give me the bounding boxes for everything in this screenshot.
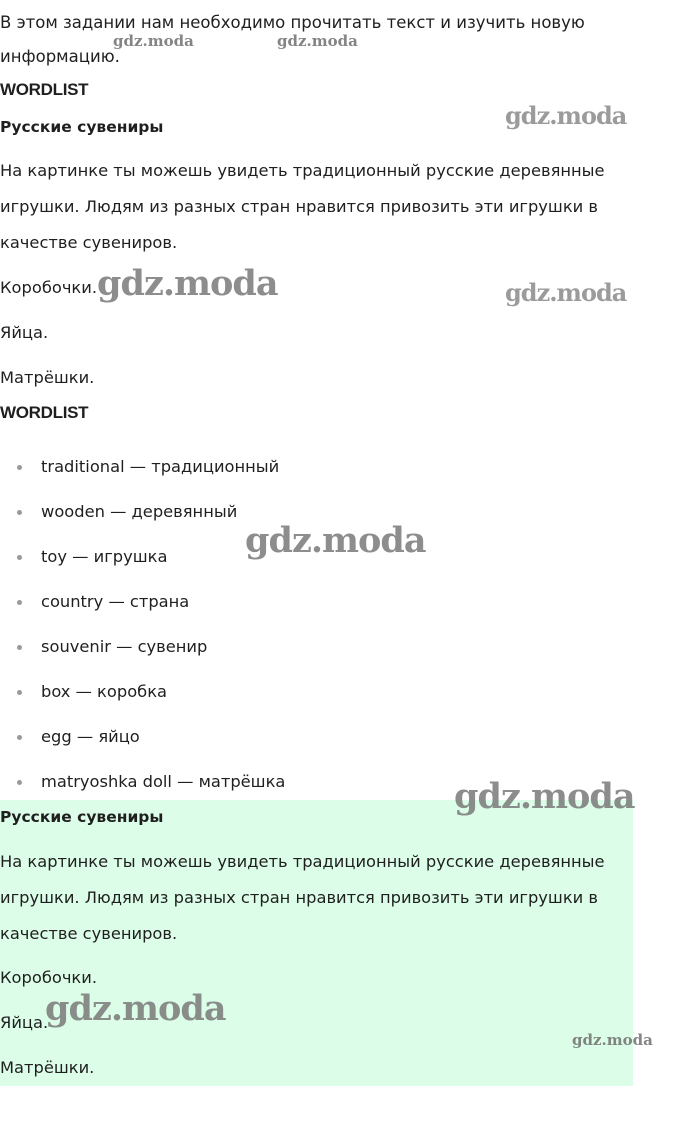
list-item — [0, 455, 400, 500]
list-item-text: wooden — деревянный — [41, 502, 238, 521]
watermark: gdz.moda — [113, 32, 194, 50]
list-item-text: box — коробка — [41, 682, 168, 701]
list-item — [0, 725, 400, 770]
translation-line-dolls: Матрёшки. — [0, 1058, 95, 1077]
watermark: gdz.moda — [572, 1031, 653, 1049]
intro-text: В этом задании нам необходимо прочитать текст и изучить новую информацию. — [0, 13, 585, 66]
translation-line-boxes: Коробочки. — [0, 968, 98, 987]
watermark: gdz.moda — [97, 263, 278, 304]
watermark: gdz.moda — [277, 32, 358, 50]
translation-line-eggs: Яйца. — [0, 1013, 49, 1032]
line-boxes: Коробочки. — [0, 278, 98, 297]
watermark: gdz.moda — [45, 988, 226, 1029]
watermark: gdz.moda — [454, 776, 635, 817]
bullet-icon — [17, 555, 22, 560]
section-paragraph: На картинке ты можешь увидеть традиционный русские деревянные игрушки. Людям из разных стран нравится привозить эти игрушки в качестве сувениров. — [0, 161, 605, 252]
translation-box — [0, 800, 633, 1086]
bullet-icon — [17, 465, 22, 470]
section-title: Русские сувениры — [0, 118, 164, 136]
translation-title: Русские сувениры — [0, 808, 164, 826]
list-item-text: country — страна — [41, 592, 190, 611]
list-item-text: egg — яйцо — [41, 727, 140, 746]
watermark: gdz.moda — [245, 520, 426, 561]
watermark: gdz.moda — [505, 101, 627, 130]
line-eggs: Яйца. — [0, 323, 49, 342]
list-item-text: traditional — традиционный — [41, 457, 280, 476]
wordlist-heading: WORDLIST — [0, 403, 89, 422]
list-item-text: souvenir — сувенир — [41, 637, 208, 656]
bullet-icon — [17, 600, 22, 605]
bullet-icon — [17, 645, 22, 650]
line-dolls: Матрёшки. — [0, 368, 95, 387]
bullet-icon — [17, 735, 22, 740]
wordlist-heading-top: WORDLIST — [0, 80, 89, 99]
list-item-text: matryoshka doll — матрёшка — [41, 772, 286, 791]
bullet-icon — [17, 690, 22, 695]
wordlist — [0, 455, 400, 815]
translation-paragraph: На картинке ты можешь увидеть традиционный русские деревянные игрушки. Людям из разных стран нравится привозить эти игрушки в качестве сувениров. — [0, 852, 605, 943]
list-item — [0, 590, 400, 635]
watermark: gdz.moda — [505, 278, 627, 307]
list-item — [0, 545, 400, 590]
bullet-icon — [17, 780, 22, 785]
list-item — [0, 680, 400, 725]
list-item-text: toy — игрушка — [41, 547, 168, 566]
list-item — [0, 635, 400, 680]
list-item — [0, 500, 400, 545]
bullet-icon — [17, 510, 22, 515]
